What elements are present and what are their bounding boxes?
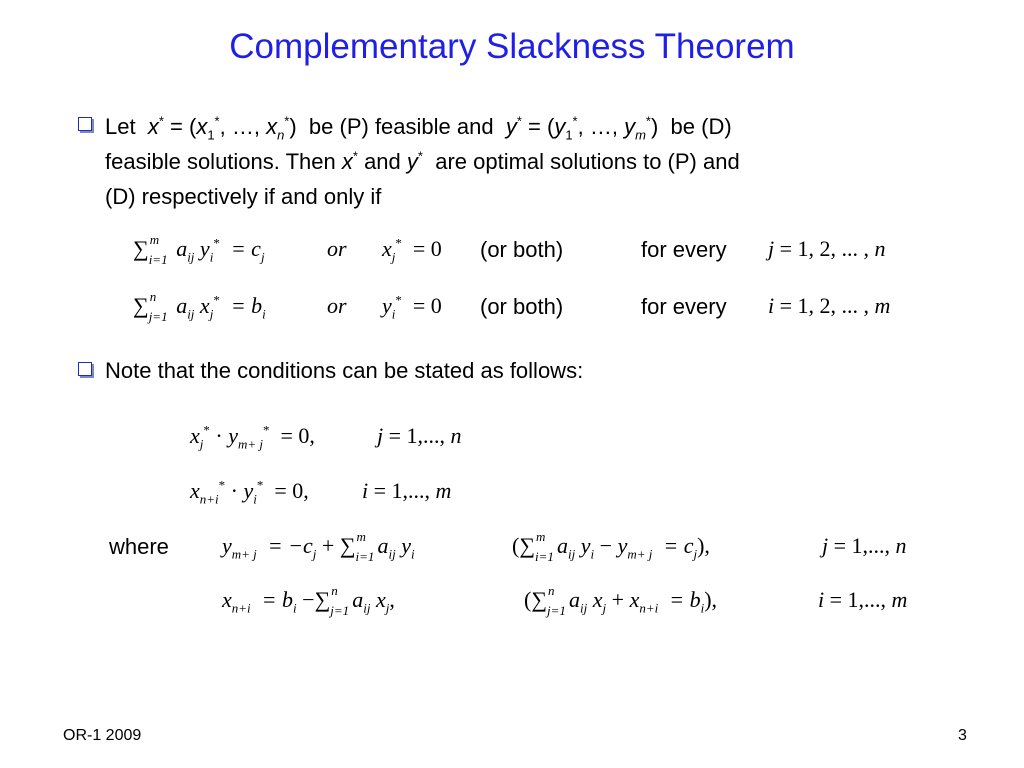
d2-psum-sup: n (548, 583, 555, 598)
or-both-2: (or both) (480, 294, 564, 319)
d1-psum-sup: m (536, 529, 546, 544)
equation-2 (190, 477, 309, 507)
x1-sub: 1 (207, 127, 215, 143)
rhs-sub: i (262, 306, 266, 322)
d1-v-sub: i (411, 546, 415, 562)
d1-pv: y (580, 533, 591, 558)
y-var: y (505, 114, 517, 139)
eq2-y-sub: i (253, 491, 257, 507)
ym-sub: m (635, 127, 646, 143)
or-1: or (327, 236, 347, 261)
line2-text1: feasible solutions. Then (105, 149, 336, 174)
definition-2-paren (524, 583, 718, 618)
ym-star: * (645, 113, 651, 129)
definition-1-range (822, 533, 907, 559)
eq2-x: x (190, 478, 200, 503)
alt-y-sub: i (391, 306, 396, 322)
checkbox-bullet-icon (78, 362, 92, 376)
d1-a: a (377, 533, 389, 558)
eq1-end: n (450, 423, 462, 448)
d1-end: n (895, 533, 907, 558)
alt-y-star: * (395, 292, 402, 308)
d1-pw: y (617, 533, 628, 558)
range-var: i (768, 293, 775, 318)
alt-rhs: = 0 (412, 236, 442, 261)
d2-pw-sub: n+i (639, 600, 659, 616)
or-both-1: (or both) (480, 237, 564, 262)
a-sub: ij (187, 306, 195, 322)
let-word: Let (105, 114, 136, 139)
slide-title: Complementary Slackness Theorem (229, 27, 795, 66)
range-var: j (768, 236, 775, 261)
eq1-x-star: * (203, 422, 210, 438)
sum-sub: i=1 (148, 252, 168, 267)
sum-symbol: ∑ (133, 236, 149, 261)
d2-x-sub: n+i (231, 600, 251, 616)
equation-2-range (362, 478, 451, 504)
condition-1-formula (133, 232, 265, 267)
ym-var: y (624, 114, 636, 139)
checkbox-bullet-icon (78, 117, 92, 131)
d2-minus: − (302, 587, 315, 612)
y-term: y (199, 236, 210, 261)
y-star: * (516, 113, 522, 129)
eq1-y-star: * (263, 422, 270, 438)
eq2-x-star: * (218, 477, 226, 493)
or-2: or (327, 293, 347, 318)
eq-open2: = ( (528, 114, 555, 139)
sum-sup: n (149, 289, 157, 304)
d1-eq: = −c (267, 533, 313, 558)
d1-c-sub: j (312, 546, 317, 562)
definition-2 (222, 583, 395, 618)
a-sub: ij (187, 249, 195, 265)
alt-y: y (382, 293, 392, 318)
a-term: a (176, 293, 188, 318)
sep2: , …, (577, 114, 625, 139)
d1-peq: = c (663, 533, 694, 558)
eq2-rhs: = 0, (274, 478, 309, 503)
d1-sum-sub: i=1 (355, 549, 375, 564)
line2-y: y (406, 149, 418, 174)
y-term-star: * (213, 235, 220, 251)
d1-range: = 1,..., (833, 533, 896, 558)
be-d-text: be (D) (670, 114, 732, 139)
sep1: , …, (219, 114, 267, 139)
eq-open: = ( (170, 114, 197, 139)
d2-a: a (352, 587, 364, 612)
d2-x: x (222, 587, 232, 612)
d2-range: = 1,..., (829, 587, 892, 612)
alt-1 (382, 235, 442, 265)
close2: ) (650, 114, 659, 139)
bullet1-line2 (105, 146, 740, 177)
d2-eq: = b (261, 587, 294, 612)
eq2-end: m (435, 478, 452, 503)
y1-star: * (572, 113, 578, 129)
x-term-star: * (213, 292, 220, 308)
d1-y-sub: m+ j (231, 546, 257, 562)
d2-psum: ∑ (531, 587, 548, 612)
x-term: x (199, 293, 210, 318)
d2-sum: ∑ (314, 587, 331, 612)
line2-text2: are optimal solutions to (P) and (435, 149, 740, 174)
range-text: = 1, 2, ... , (779, 293, 875, 318)
d1-a-sub: ij (388, 546, 396, 562)
rhs-c: = c (230, 236, 261, 261)
definition-1 (222, 529, 415, 564)
eq2-y-star: * (256, 477, 264, 493)
sum-symbol: ∑ (133, 293, 149, 318)
definition-1-paren (512, 529, 710, 564)
bullet2-text: Note that the conditions can be stated as follows: (105, 358, 584, 383)
d2-psum-sub: j=1 (547, 603, 566, 618)
condition-2-formula (133, 289, 266, 324)
definition-2-range (818, 587, 907, 613)
d2-end: m (891, 587, 908, 612)
d2-v: x (375, 587, 386, 612)
alt-rhs: = 0 (412, 293, 442, 318)
xn-var: x (266, 114, 278, 139)
d1-plus: + (321, 533, 335, 558)
line2-y-star: * (417, 148, 423, 164)
d2-pa-sub: ij (580, 600, 588, 616)
d1-psum: ∑ (519, 533, 536, 558)
bullet1-line3: (D) respectively if and only if (105, 184, 382, 209)
sum-sup: m (149, 232, 160, 247)
footer-course: OR-1 2009 (63, 727, 142, 744)
eq1-dot: · (215, 423, 223, 448)
alt-x-sub: j (391, 249, 396, 265)
range-1 (768, 236, 886, 262)
d1-pclose: ), (697, 533, 710, 558)
eq1-var: j (377, 423, 384, 448)
y1-sub: 1 (565, 127, 573, 143)
d2-pb-sub: i (700, 600, 705, 616)
x-sub: j (209, 306, 214, 322)
d1-pminus: − (599, 533, 613, 558)
alt-x-star: * (395, 235, 402, 251)
y-sub: i (209, 249, 214, 265)
line2-x-star: * (352, 148, 358, 164)
eq2-dot: · (230, 478, 238, 503)
d2-v-sub: j (385, 600, 390, 616)
line2-and: and (364, 149, 401, 174)
y1-var: y (554, 114, 566, 139)
d2-pv: x (592, 587, 603, 612)
eq2-x-sub: n+i (199, 491, 219, 507)
eq1-range: = 1,..., (388, 423, 451, 448)
a-term: a (176, 236, 188, 261)
d1-y: y (222, 533, 232, 558)
eq1-y: y (228, 423, 238, 448)
star-sup: * (158, 113, 164, 129)
eq1-x: x (190, 423, 200, 448)
d2-pa: a (569, 587, 581, 612)
d1-pa: a (557, 533, 569, 558)
d1-psum-sub: i=1 (535, 549, 554, 564)
d2-pplus: + (611, 587, 625, 612)
d2-pv-sub: j (602, 600, 607, 616)
x1-var: x (196, 114, 208, 139)
eq2-y: y (243, 478, 254, 503)
d2-popen: ( (524, 587, 532, 612)
rhs-b: = b (230, 293, 263, 318)
d1-sum-sup: m (356, 529, 366, 544)
d2-pclose: ), (704, 587, 718, 612)
d1-pc-sub: j (693, 546, 698, 562)
equation-1-range (377, 423, 462, 449)
d1-sum: ∑ (339, 533, 356, 558)
line2-x: x (341, 149, 353, 174)
close1: ) (289, 114, 297, 139)
for-every-2: for every (641, 294, 727, 319)
eq1-x-sub: j (199, 436, 204, 452)
d2-b-sub: i (293, 600, 297, 616)
eq2-range: = 1,..., (373, 478, 436, 503)
d2-sum-sub: j=1 (330, 603, 350, 618)
d2-a-sub: ij (363, 600, 371, 616)
rhs-sub: j (260, 249, 265, 265)
d1-rv: j (822, 533, 829, 558)
eq1-y-sub: m+ j (237, 436, 264, 452)
alt-x: x (382, 236, 392, 261)
x-var: x (147, 114, 159, 139)
range-text: = 1, 2, ... , (779, 236, 875, 261)
d1-v: y (401, 533, 411, 558)
d1-pw-sub: m+ j (627, 546, 653, 562)
bullet1-line1 (105, 111, 732, 142)
xn-sub: n (277, 127, 285, 143)
d2-comma: , (389, 587, 395, 612)
d1-pv-sub: i (590, 546, 595, 562)
range-2 (768, 293, 890, 319)
d1-pa-sub: ij (568, 546, 576, 562)
alt-2 (382, 292, 442, 322)
for-every-1: for every (641, 237, 727, 262)
x1-star: * (214, 113, 220, 129)
d2-rv: i (818, 587, 825, 612)
xn-star: * (284, 113, 290, 129)
d1-popen: ( (512, 533, 520, 558)
d2-pw: x (629, 587, 640, 612)
d2-peq: = b (669, 587, 701, 612)
footer-page-number: 3 (958, 727, 967, 744)
sum-sub: j=1 (148, 309, 168, 324)
range-end: m (874, 293, 891, 318)
eq2-var: i (362, 478, 369, 503)
where-label: where (109, 534, 169, 559)
d2-sum-sup: n (331, 583, 338, 598)
range-end: n (874, 236, 886, 261)
be-p-text: be (P) feasible and (308, 114, 494, 139)
eq1-rhs: = 0, (280, 423, 315, 448)
equation-1 (190, 422, 315, 452)
